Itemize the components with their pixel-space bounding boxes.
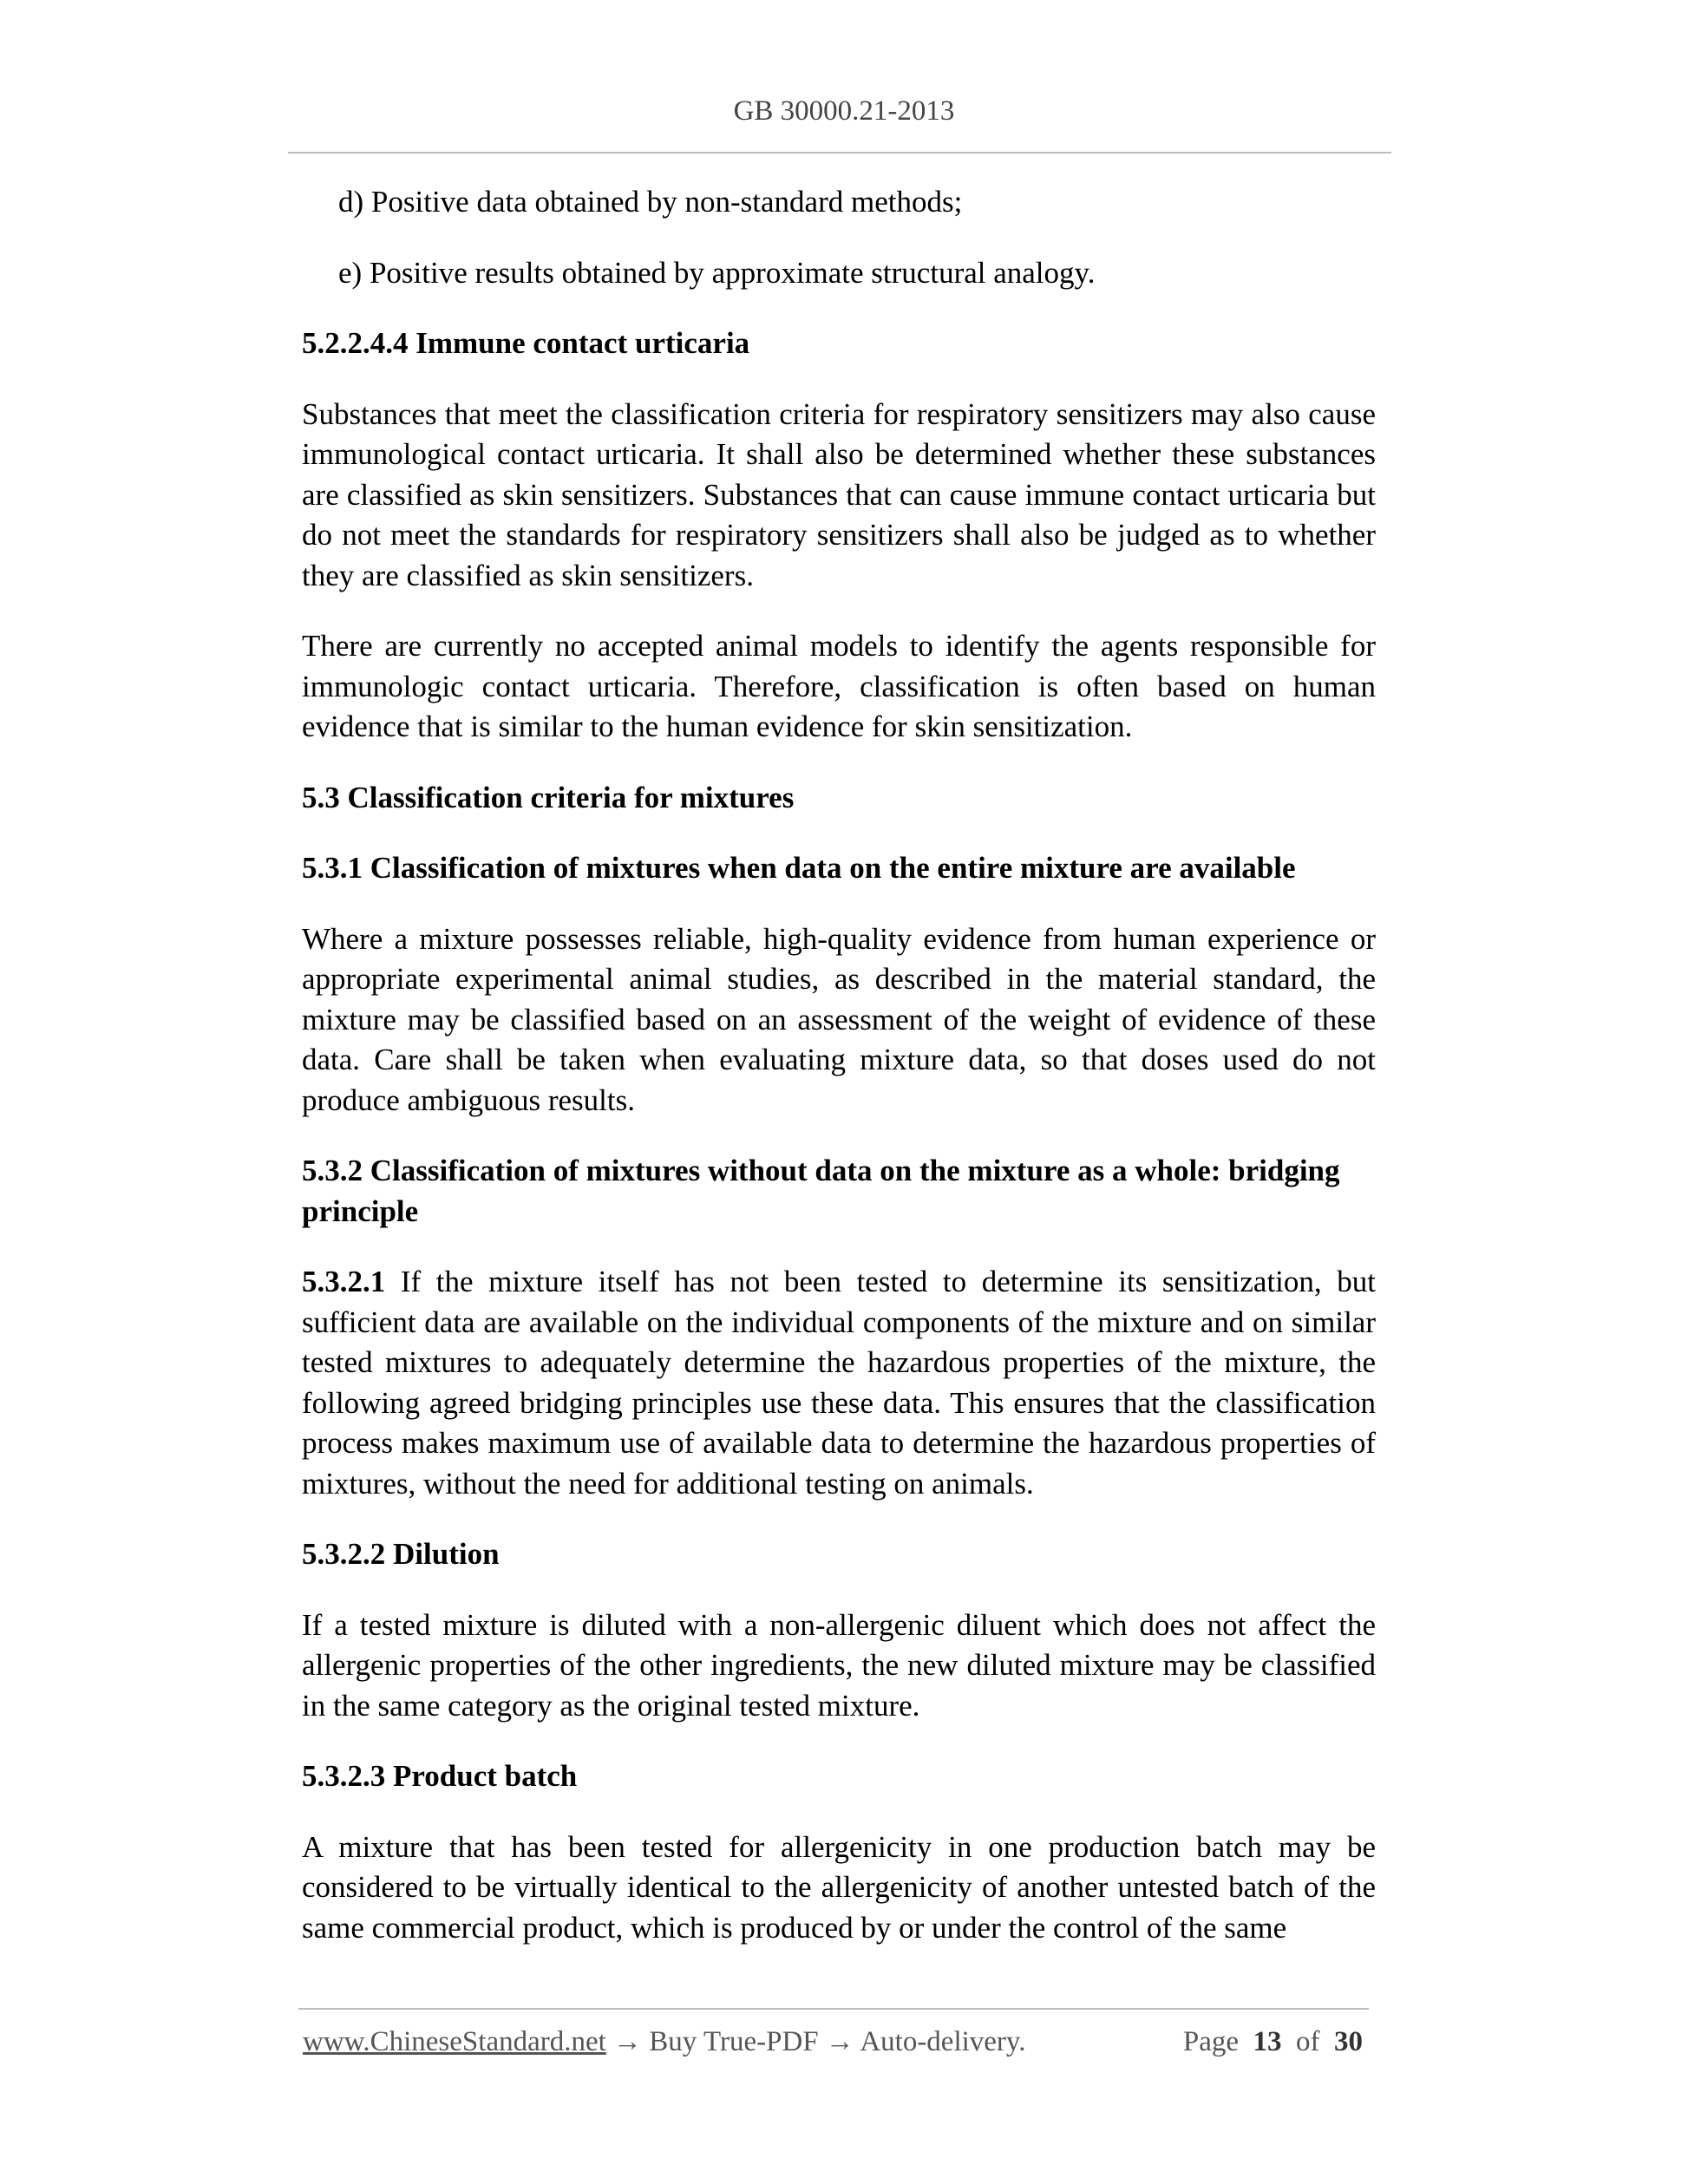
standard-code: GB 30000.21-2013 — [733, 95, 955, 127]
section-heading-5-3: 5.3 Classification criteria for mixtures — [302, 780, 795, 814]
page-content — [302, 182, 1376, 1978]
section-heading-5-3-2: 5.3.2 Classification of mixtures without data on the mixture as a whole: bridging principle — [302, 1154, 1340, 1228]
arrow-right-icon: → — [825, 2026, 854, 2057]
buy-true-pdf-text: Buy True-PDF — [649, 2026, 819, 2057]
list-item-e: e) Positive results obtained by approximate structural analogy. — [338, 255, 1096, 290]
page-indicator — [1183, 2026, 1363, 2058]
section-heading-5-3-1: 5.3.1 Classification of mixtures when data on the entire mixture are available — [302, 851, 1296, 885]
paragraph-urticaria-1: Substances that meet the classification criteria for respiratory sensitizers may also cause immunological contact urticaria. It shall also be determined whether these substances are classified as skin sensitizers. Substances that can cause immune contact urticaria but do not meet the standards for respiratory sensitizers shall also be judged as to whether they are classified as skin sensitizers. — [302, 396, 1376, 592]
section-heading-5-3-2-3: 5.3.2.3 Product batch — [302, 1759, 578, 1793]
website-link[interactable]: www.ChineseStandard.net — [303, 2026, 606, 2057]
section-heading-5-3-2-2: 5.3.2.2 Dilution — [302, 1537, 500, 1571]
arrow-right-icon: → — [613, 2026, 643, 2057]
paragraph-5-3-2-1 — [302, 1262, 1376, 1504]
paragraph-urticaria-2: There are currently no accepted animal models to identify the agents responsible for immunologic contact urticaria. Therefore, classification is often based on human evidence that is similar to the human evidence for skin sensitization. — [302, 629, 1376, 743]
current-page-number: 13 — [1253, 2026, 1282, 2057]
page-footer — [303, 2026, 1370, 2058]
section-heading-5-2-2-4-4: 5.2.2.4.4 Immune contact urticaria — [302, 326, 750, 360]
page-label: Page — [1182, 2026, 1239, 2057]
document-header — [0, 95, 1688, 128]
footer-promo — [303, 2026, 1026, 2057]
paragraph-5-3-1: Where a mixture possesses reliable, high-quality evidence from human experience or appropriate experimental animal studies, as described in the material standard, the mixture may be classified based on an assessment of the weight of evidence of these data. Care shall be taken when evaluating mixture data, so that doses used do not produce ambiguous results. — [302, 921, 1376, 1117]
clause-text-5-3-2-1: If the mixture itself has not been tested to determine its sensitization, but sufficient data are available on the individual components of the mixture and on similar tested mixtures to adequately determine the hazardous properties of the mixture, the following agreed bridging principles use these data. This ensures that the classification process makes maximum use of available data to determine the hazardous properties of mixtures, without the need for additional testing on animals. — [302, 1265, 1376, 1501]
header-divider — [288, 152, 1391, 154]
total-pages-number: 30 — [1334, 2026, 1363, 2057]
paragraph-5-3-2-2: If a tested mixture is diluted with a non-allergenic diluent which does not affect the allergenic properties of the other ingredients, the new diluted mixture may be classified in the same category as the original tested mixture. — [302, 1607, 1376, 1723]
footer-divider — [298, 2008, 1369, 2010]
auto-delivery-text: Auto-delivery. — [860, 2026, 1026, 2057]
paragraph-5-3-2-3: A mixture that has been tested for allergenicity in one production batch may be considered to be virtually identical to the allergenicity of another untested batch of the same commercial product, which is produced by or under the control of the same — [302, 1829, 1376, 1945]
clause-number-5-3-2-1: 5.3.2.1 — [302, 1265, 386, 1298]
of-label: of — [1296, 2026, 1320, 2057]
list-item-d: d) Positive data obtained by non-standard methods; — [338, 185, 963, 219]
